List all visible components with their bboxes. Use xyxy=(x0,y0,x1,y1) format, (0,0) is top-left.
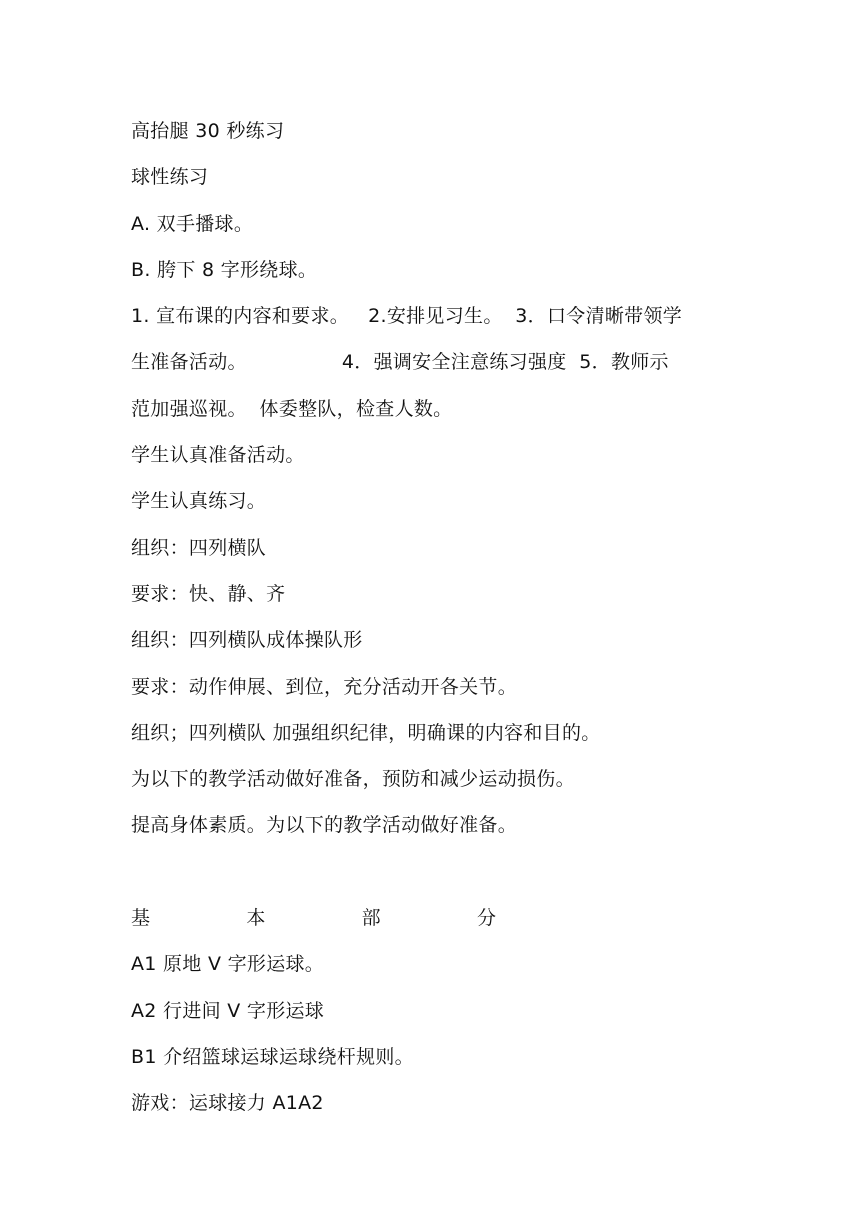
text-line: 球性练习 xyxy=(131,166,209,189)
text-line: 游戏：运球接力 A1A2 xyxy=(131,1092,324,1115)
text-line: 为以下的教学活动做好准备，预防和减少运动损伤。 xyxy=(131,768,575,791)
section-heading-char: 本 xyxy=(246,907,266,930)
text-line: 组织：四列横队 xyxy=(131,536,267,559)
text-line: 要求：动作伸展、到位，充分活动开各关节。 xyxy=(131,675,518,698)
section-heading xyxy=(131,895,496,941)
text-line: 提高身体素质。为以下的教学活动做好准备。 xyxy=(131,814,518,837)
text-line: 学生认真准备活动。 xyxy=(131,444,305,467)
paragraph-row: 1. 宣布课的内容和要求。 2.安排见习生。 3．口令清晰带领学 xyxy=(131,305,683,328)
text-line: A2 行进间 V 字形运球 xyxy=(131,999,325,1022)
section-heading-char: 基 xyxy=(131,907,151,930)
paragraph-row: 范加强巡视。 体委整队，检查人数。 xyxy=(131,397,453,420)
text-line: 要求：快、静、齐 xyxy=(131,582,286,605)
section-heading-char: 部 xyxy=(361,907,381,930)
text-line: 高抬腿 30 秒练习 xyxy=(131,120,285,142)
section-heading-char: 分 xyxy=(476,907,496,930)
text-line: B1 介绍篮球运球运球绕杆规则。 xyxy=(131,1045,414,1068)
document-body xyxy=(131,108,731,1127)
text-line: A. 双手播球。 xyxy=(131,212,254,235)
text-line: 组织；四列横队 加强组织纪律，明确课的内容和目的。 xyxy=(131,721,601,744)
paragraph-row: 生准备活动。 4．强调安全注意练习强度 5．教师示 xyxy=(131,351,669,374)
blank-line xyxy=(131,849,731,895)
text-line: B. 胯下 8 字形绕球。 xyxy=(131,258,318,281)
text-line: A1 原地 V 字形运球。 xyxy=(131,953,325,976)
teacher-instructions-paragraph xyxy=(131,293,729,432)
text-line: 学生认真练习。 xyxy=(131,490,267,513)
text-line: 组织：四列横队成体操队形 xyxy=(131,629,363,652)
